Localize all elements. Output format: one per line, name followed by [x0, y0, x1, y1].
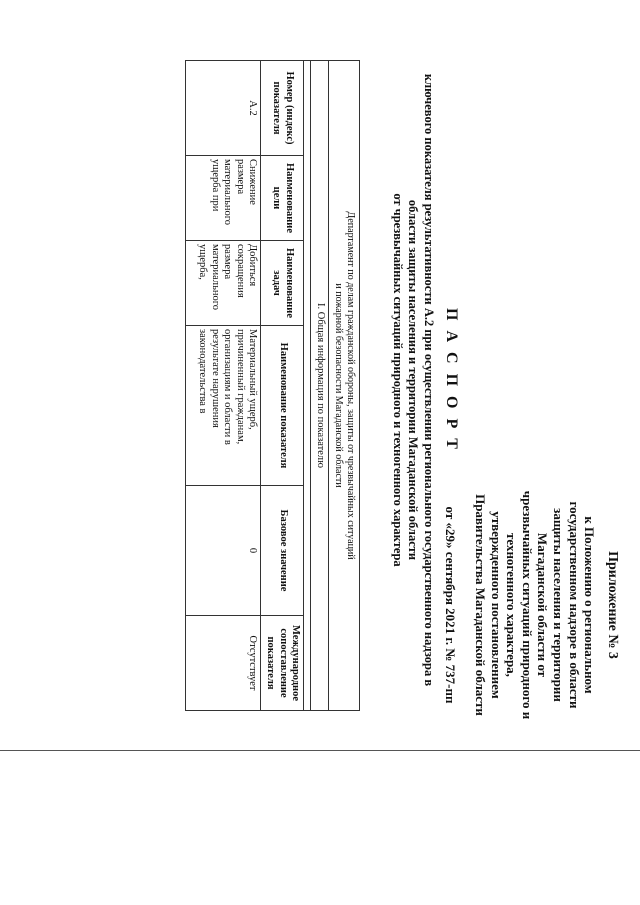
header-row — [261, 61, 304, 711]
cell-indicator: Материальный ущерб, причиненный гражданам, организациям и области в результате нарушения законодательства в — [186, 326, 261, 486]
scan-edge-line — [0, 750, 640, 751]
header-intl: Международное сопоставление показателя — [261, 616, 304, 711]
department-line: Департамент по делам гражданской обороны, защиты от чрезвычайных ситуаций — [345, 211, 356, 560]
cell-intl: Отсутствует — [186, 616, 261, 711]
document-title — [389, 30, 460, 730]
header-goal: Наименование цели — [261, 156, 304, 241]
appendix-line: защиты населения и территории — [551, 508, 567, 702]
appendix-line: государственном надзоре в области — [566, 501, 582, 709]
department-row — [329, 61, 360, 711]
department-cell — [329, 61, 360, 711]
appendix-block — [443, 480, 620, 730]
section-row — [311, 61, 329, 711]
indicator-table — [185, 60, 360, 711]
appendix-line: Магаданской области от — [535, 532, 551, 678]
section-title: I. Общая информация по показателю — [311, 61, 329, 711]
rotated-page — [20, 0, 620, 740]
header-base: Базовое значение — [261, 486, 304, 616]
cell-base: 0 — [186, 486, 261, 616]
department-line: и пожарной безопасности Магаданской области — [333, 283, 344, 488]
spacer-cell — [304, 61, 311, 711]
title-line: от чрезвычайных ситуаций природного и техногенного характера — [390, 193, 405, 567]
cell-index: А.2 — [186, 61, 261, 156]
appendix-heading: Приложение № 3 — [605, 551, 620, 659]
spacer-row — [304, 61, 311, 711]
appendix-line: чрезвычайных ситуаций природного и — [519, 490, 535, 720]
appendix-date: от «29» сентября 2021 г. № 737-пп — [443, 506, 459, 704]
appendix-line: Правительства Магаданской области — [473, 494, 489, 716]
cell-task: Добиться сокращения размера материального ущерба, — [186, 241, 261, 326]
cell-goal: Снижение размера материального ущерба при — [186, 156, 261, 241]
title-heading: П А С П О Р Т — [443, 308, 460, 452]
title-line: ключевого показателя результативности А.2 при осуществлении регионального государственного надзора в — [422, 73, 436, 687]
header-task: Наименование задач — [261, 241, 304, 326]
appendix-line: утвержденного постановлением — [488, 511, 504, 699]
table-row — [186, 61, 261, 711]
appendix-line: техногенного характера, — [504, 533, 520, 677]
header-index: Номер (индекс) показателя — [261, 61, 304, 156]
header-indicator: Наименование показателя — [261, 326, 304, 486]
title-line: области защиты населения и территории Магаданской области — [406, 199, 421, 561]
appendix-line: к Положению о региональном — [582, 516, 598, 694]
